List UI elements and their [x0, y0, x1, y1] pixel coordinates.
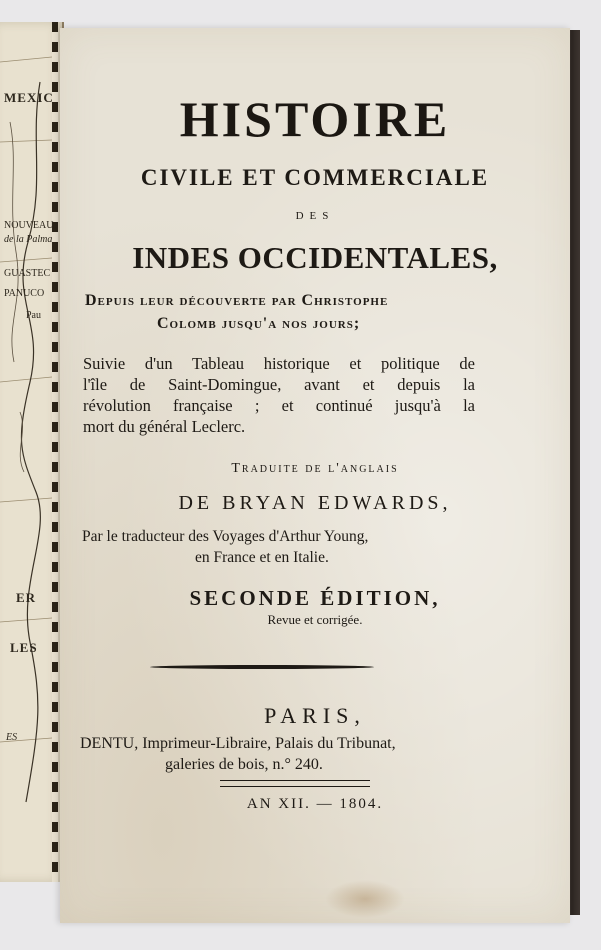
title-page: [60, 28, 570, 923]
depuis-line-1: Depuis leur découverte par Christophe: [85, 292, 389, 309]
publisher-line-2: galeries de bois, n.° 240.: [165, 756, 323, 773]
suivie-paragraph: [83, 353, 475, 437]
translator-line-2: en France et en Italie.: [195, 549, 329, 566]
translator-line-1: Par le traducteur des Voyages d'Arthur Young,: [82, 528, 369, 545]
author-line: DE BRYAN EDWARDS,: [178, 492, 452, 514]
map-label: ES: [6, 732, 18, 743]
map-border: [52, 22, 58, 882]
map-coastline: [0, 22, 52, 882]
suivie-line: l'île de Saint-Domingue, avant et depuis la: [83, 375, 475, 394]
revue-line: Revue et corrigée.: [267, 612, 363, 627]
paper-stain: [325, 880, 405, 918]
map-label: LES: [10, 640, 38, 655]
map-label: PANUCO: [4, 288, 45, 299]
suivie-line: révolution française ; et continué jusqu'à la: [83, 396, 475, 415]
map-label: de la Palma: [4, 234, 53, 245]
edition-line: SECONDE ÉDITION,: [189, 586, 441, 610]
subtitle-des: DES: [295, 210, 335, 222]
book-title: HISTOIRE: [179, 91, 451, 147]
map-label: MEXIC: [4, 90, 54, 105]
suivie-line: mort du général Leclerc.: [83, 417, 246, 436]
double-rule: [220, 780, 370, 787]
map-label: ER: [16, 590, 37, 605]
map-label: NOUVEAU: [4, 220, 54, 231]
depuis-line-2: Colomb jusqu'a nos jours;: [157, 315, 361, 332]
ornamental-rule: [150, 665, 374, 669]
publisher-line-1: DENTU, Imprimeur-Libraire, Palais du Tribunat,: [80, 735, 396, 752]
traduite-line: Traduite de l'anglais: [231, 461, 399, 476]
city-line: PARIS,: [264, 703, 366, 728]
subtitle-indes: INDES OCCIDENTALES,: [132, 240, 498, 275]
map-label: Pau: [26, 310, 41, 321]
subtitle-civile: CIVILE ET COMMERCIALE: [140, 165, 490, 190]
date-line: AN XII. — 1804.: [246, 796, 384, 812]
suivie-line: Suivie d'un Tableau historique et politique de: [83, 354, 475, 373]
folded-map-edge: [0, 22, 64, 882]
map-label: GUASTEC: [4, 268, 51, 279]
